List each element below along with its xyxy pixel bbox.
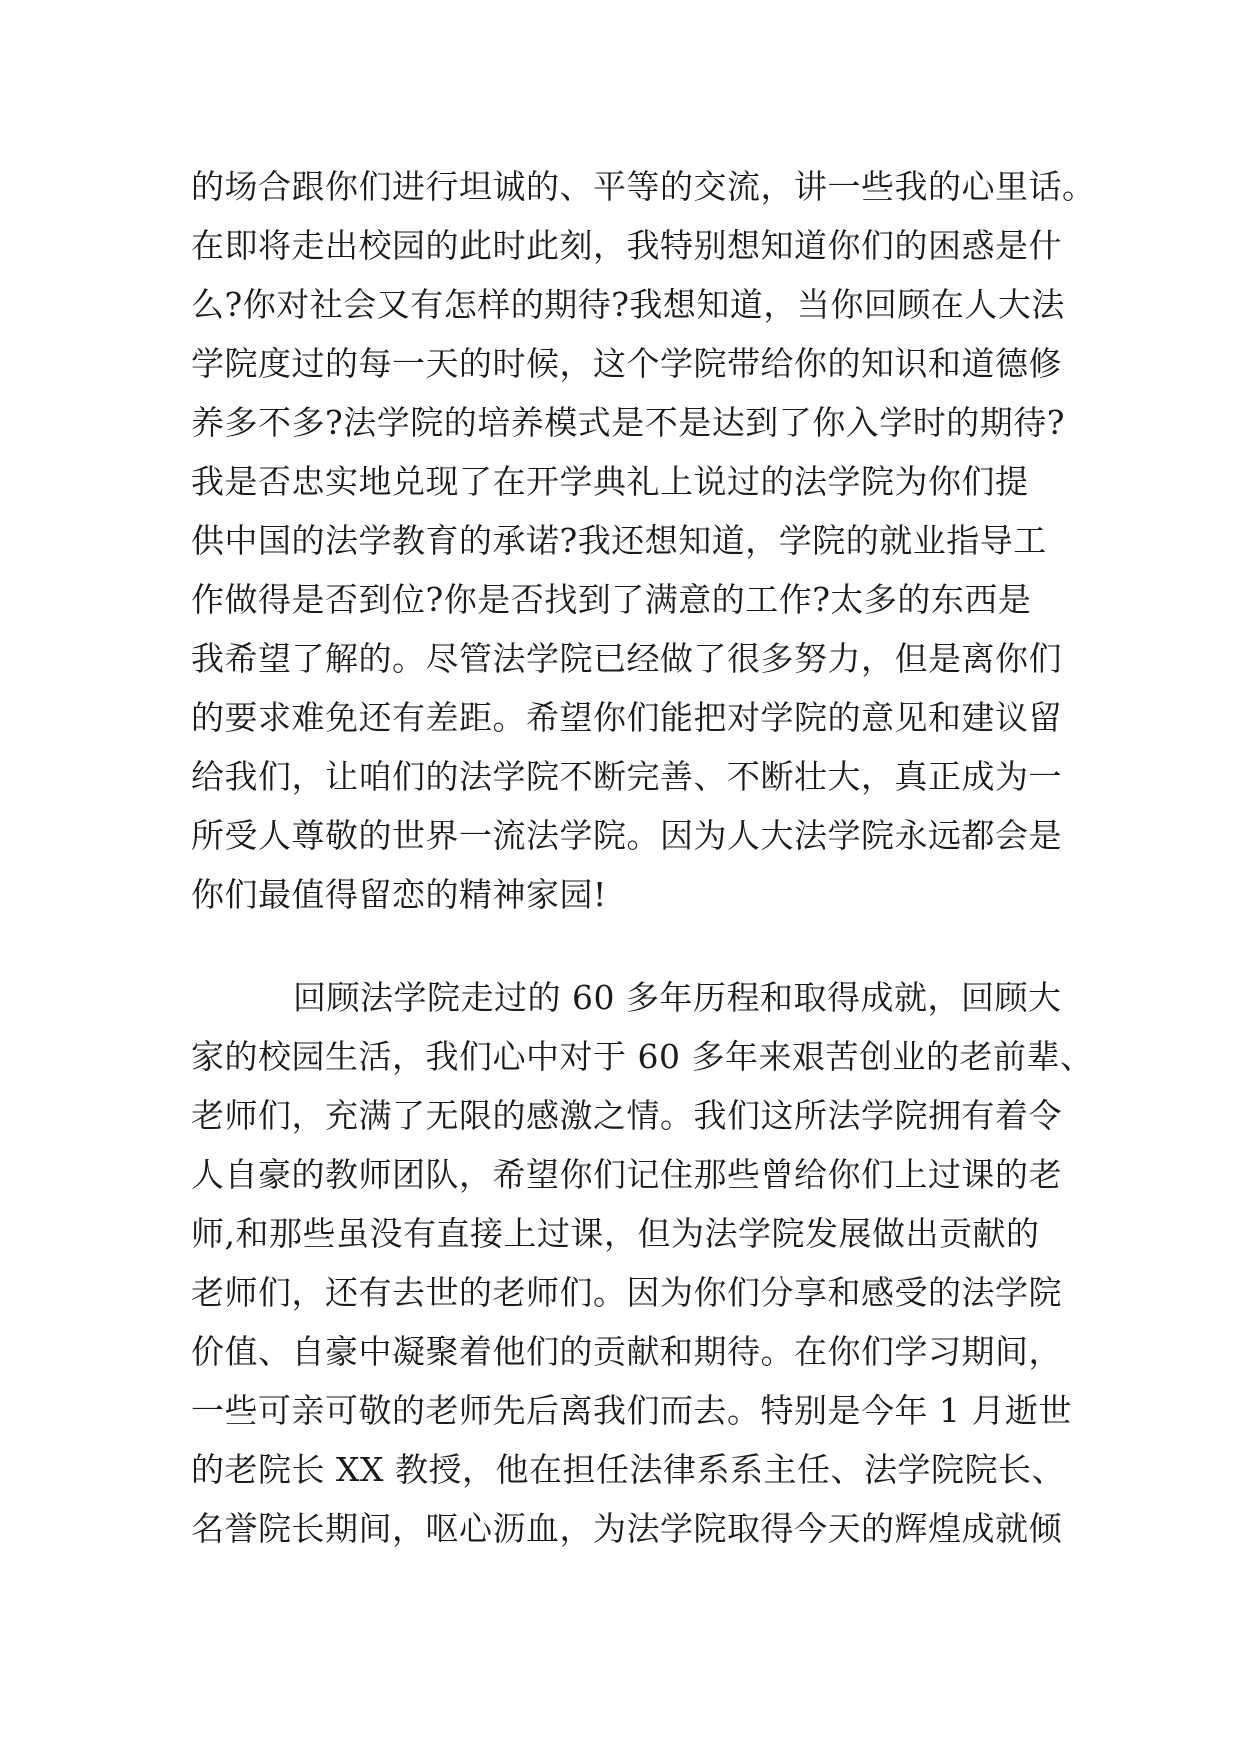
text-line: 老师们，充满了无限的感激之情。我们这所法学院拥有着令	[191, 1096, 1062, 1135]
text-line: 我是否忠实地兑现了在开学典礼上说过的法学院为你们提	[191, 462, 1029, 501]
text-line: 的老院长 XX 教授，他在担任法律系系主任、法学院院长、	[191, 1450, 1065, 1489]
text-line: 供中国的法学教育的承诺?我还想知道，学院的就业指导工	[191, 521, 1047, 560]
text-line: 养多不多?法学院的培养模式是不是达到了你入学时的期待?	[191, 403, 1065, 442]
text-line: 师,和那些虽没有直接上过课，但为法学院发展做出贡献的	[191, 1214, 1040, 1253]
text-line: 的场合跟你们进行坦诚的、平等的交流，讲一些我的心里话。	[191, 167, 1096, 206]
text-line: 我希望了解的。尽管法学院已经做了很多努力，但是离你们	[191, 639, 1062, 678]
text-line: 的要求难免还有差距。希望你们能把对学院的意见和建议留	[191, 698, 1062, 737]
text-line: 给我们，让咱们的法学院不断完善、不断壮大，真正成为一	[191, 757, 1062, 796]
text-line: 人自豪的教师团队，希望你们记住那些曾给你们上过课的老	[191, 1155, 1062, 1194]
text-line: 回顾法学院走过的 60 多年历程和取得成就，回顾大	[293, 978, 1062, 1017]
text-line: 价值、自豪中凝聚着他们的贡献和期待。在你们学习期间，	[191, 1332, 1062, 1371]
text-line: 家的校园生活，我们心中对于 60 多年来艰苦创业的老前辈、	[191, 1037, 1094, 1076]
text-line: 作做得是否到位?你是否找到了满意的工作?太多的东西是	[191, 580, 1032, 619]
text-line: 一些可亲可敬的老师先后离我们而去。特别是今年 1 月逝世	[191, 1391, 1072, 1430]
text-line: 你们最值得留恋的精神家园!	[191, 875, 607, 914]
paragraph-2	[191, 968, 1094, 1558]
text-line: 学院度过的每一天的时候，这个学院带给你的知识和道德修	[191, 344, 1062, 383]
text-line: 在即将走出校园的此时此刻，我特别想知道你们的困惑是什	[191, 226, 1062, 265]
text-line: 所受人尊敬的世界一流法学院。因为人大法学院永远都会是	[191, 816, 1062, 855]
paragraph-1	[191, 157, 1096, 924]
text-line: 名誉院长期间，呕心沥血，为法学院取得今天的辉煌成就倾	[191, 1509, 1062, 1548]
text-line: 老师们，还有去世的老师们。因为你们分享和感受的法学院	[191, 1273, 1062, 1312]
text-line: 么?你对社会又有怎样的期待?我想知道，当你回顾在人大法	[191, 285, 1065, 324]
